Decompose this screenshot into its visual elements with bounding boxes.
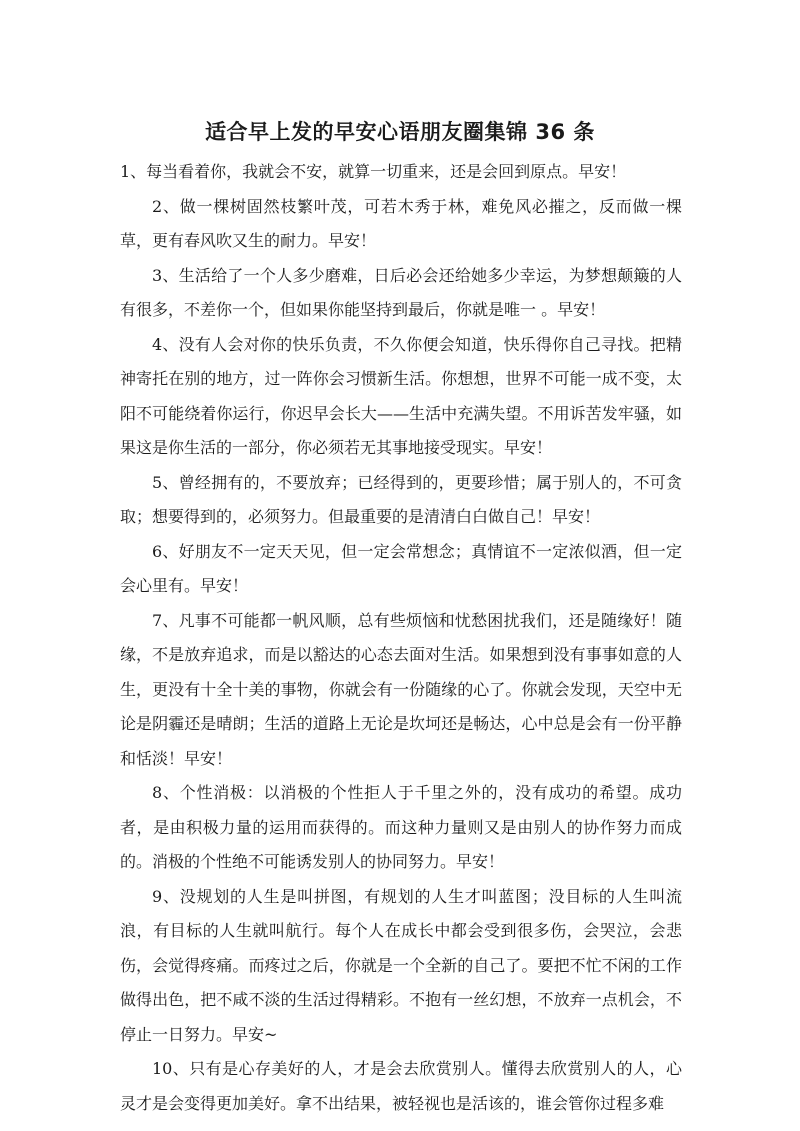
paragraph-5: 5、曾经拥有的，不要放弃；已经得到的，更要珍惜；属于别人的，不可贪取；想要得到的，必须努力。但最重要的是清清白白做自己！早安！	[120, 472, 682, 526]
paragraph-1: 1、每当看着你，我就会不安，就算一切重来，还是会回到原点。早安！	[120, 162, 627, 181]
paragraph-2: 2、做一棵树固然枝繁叶茂，可若木秀于林，难免风必摧之，反而做一棵草，更有春风吹又生的耐力。早安！	[120, 196, 682, 250]
paragraph-4: 4、没有人会对你的快乐负责，不久你便会知道，快乐得你自己寻找。把精神寄托在别的地方，过一阵你会习惯新生活。你想想，世界不可能一成不变，太阳不可能绕着你运行，你迟早会长大——生活中充满失望。不用诉苦发牢骚，如果这是你生活的一部分，你必须若无其事地接受现实。早安！	[120, 334, 682, 457]
paragraph-8: 8、个性消极：以消极的个性拒人于千里之外的，没有成功的希望。成功者，是由积极力量的运用而获得的。而这种力量则又是由别人的协作努力而成的。消极的个性绝不可能诱发别人的协同努力。早安！	[120, 783, 682, 871]
paragraph-10: 10、只有是心存美好的人，才是会去欣赏别人。懂得去欣赏别人的人，心灵才是会变得更加美好。拿不出结果，被轻视也是活该的，谁会管你过程多难	[120, 1059, 682, 1113]
document-body	[120, 155, 682, 1121]
document-title: 适合早上发的早安心语朋友圈集锦 36 条	[205, 120, 595, 144]
paragraph-9: 9、没规划的人生是叫拼图，有规划的人生才叫蓝图；没目标的人生叫流浪，有目标的人生就叫航行。每个人在成长中都会受到很多伤，会哭泣，会悲伤，会觉得疼痛。而疼过之后，你就是一个全新的自己了。要把不忙不闲的工作做得出色，把不咸不淡的生活过得精彩。不抱有一丝幻想，不放弃一点机会，不停止一日努力。早安~	[120, 886, 682, 1044]
paragraph-3: 3、生活给了一个人多少磨难，日后必会还给她多少幸运，为梦想颠簸的人有很多，不差你一个，但如果你能坚持到最后，你就是唯一 。早安！	[120, 265, 682, 319]
paragraph-7: 7、凡事不可能都一帆风顺，总有些烦恼和忧愁困扰我们，还是随缘好！随缘，不是放弃追求，而是以豁达的心态去面对生活。如果想到没有事事如意的人生，更没有十全十美的事物，你就会有一份随缘的心了。你就会发现，天空中无论是阴霾还是晴朗；生活的道路上无论是坎坷还是畅达，心中总是会有一份平静和恬淡！早安！	[120, 610, 682, 768]
paragraph-6: 6、好朋友不一定天天见，但一定会常想念；真情谊不一定浓似酒，但一定会心里有。早安！	[120, 541, 682, 595]
